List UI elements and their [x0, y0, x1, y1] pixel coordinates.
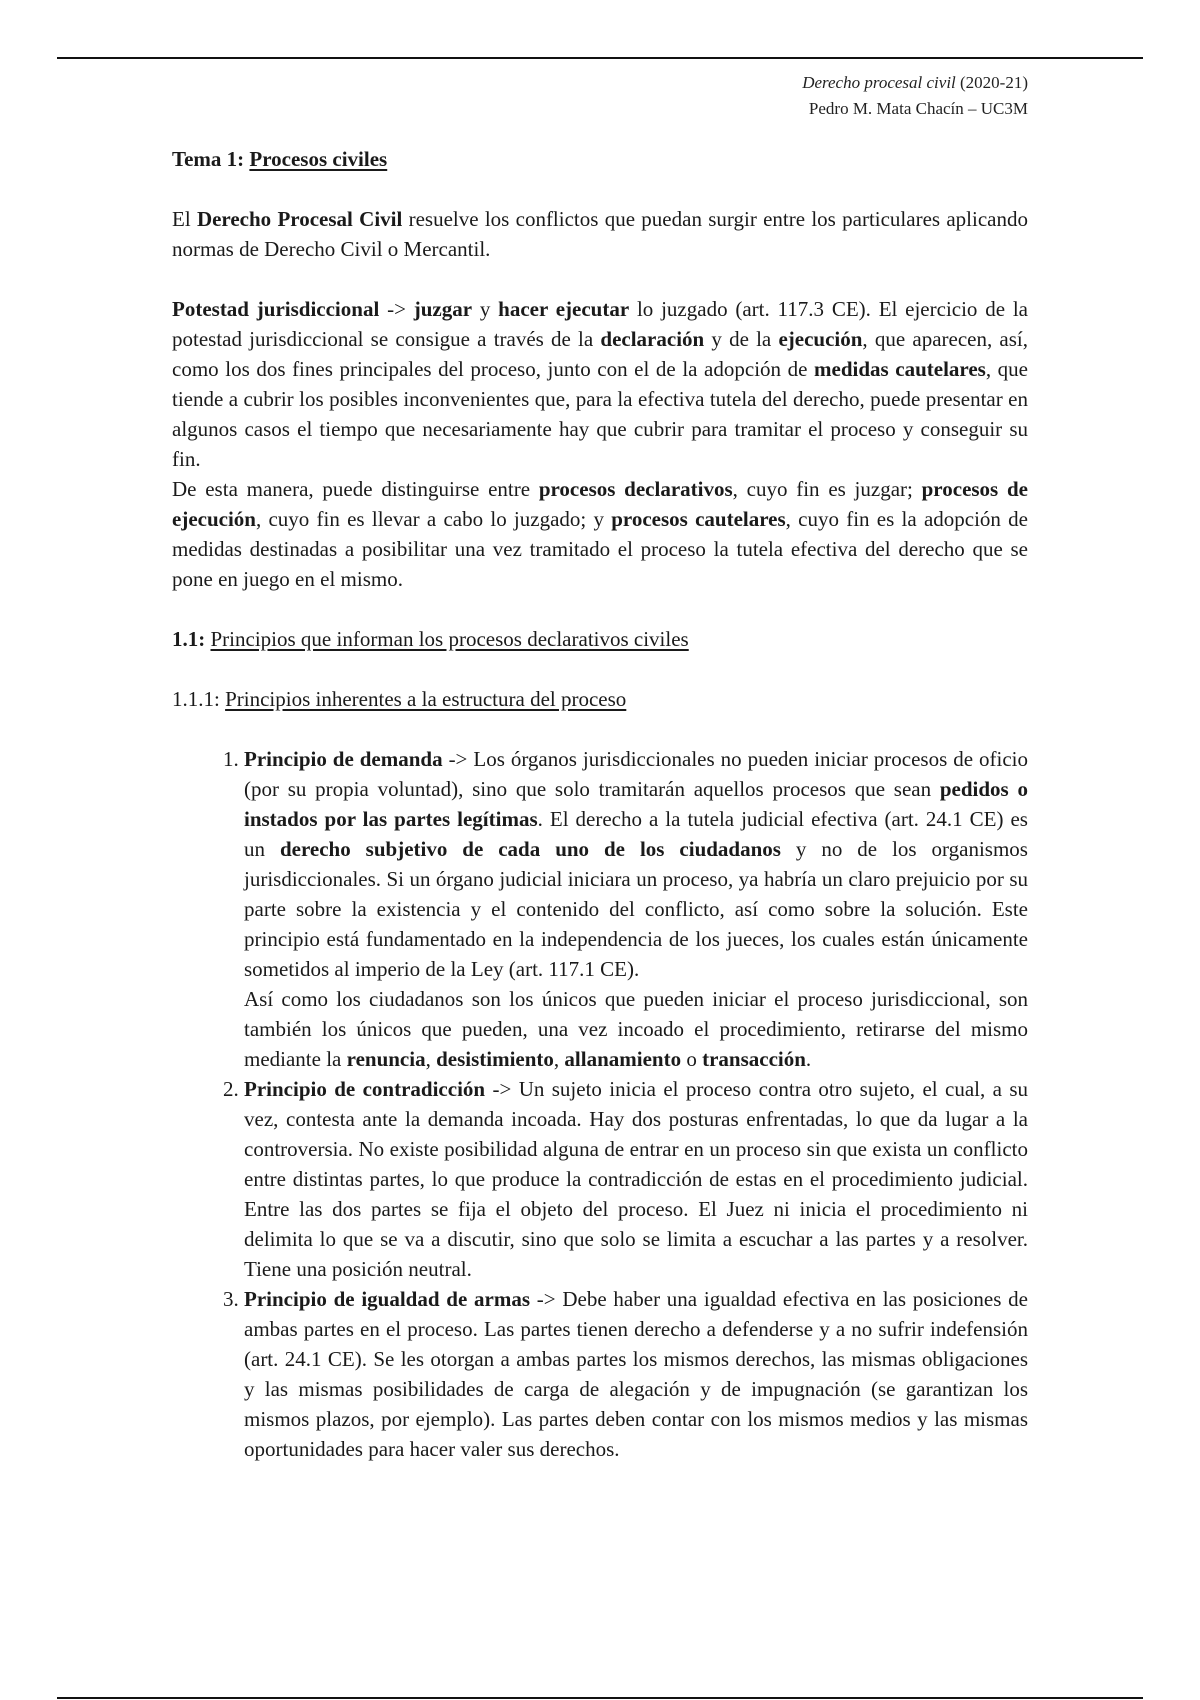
text: -> [379, 297, 414, 321]
bold-term: medidas cautelares [814, 357, 986, 381]
list-item [244, 1284, 1028, 1464]
bold-term: hacer ejecutar [498, 297, 630, 321]
bold-term: ejecución [778, 327, 863, 351]
bold-term: juzgar [413, 297, 473, 321]
header-course: Derecho procesal civil [802, 73, 956, 92]
text: , cuyo fin es juzgar; [732, 477, 922, 501]
bold-term: declaración [600, 327, 705, 351]
bold-term: pedidos o instados por las partes legítimas [244, 777, 1028, 831]
text: o [681, 1047, 703, 1071]
text: , que tiende a cubrir los posibles inconvenientes que, para la efectiva tutela del derecho, puede presentar en algunos casos el tiempo que necesariamente hay que cubrir para tramitar el proceso y conseguir su fin. [172, 357, 1028, 471]
bold-term: allanamiento [564, 1047, 682, 1071]
text: y [472, 297, 499, 321]
text: , [425, 1047, 437, 1071]
bold-term: Principio de demanda [244, 747, 443, 771]
bold-term: derecho subjetivo de cada uno de los ciudadanos [279, 837, 781, 861]
text: , cuyo fin es la adopción de medidas destinadas a posibilitar una vez tramitado el proceso la tutela efectiva del derecho que se pone en juego en el mismo. [172, 507, 1028, 591]
bold-term: procesos cautelares [611, 507, 786, 531]
paragraph-intro [172, 204, 1028, 264]
bold-term: procesos de ejecución [172, 477, 1028, 531]
text: lo juzgado (art. 117.3 CE). El ejercicio de la potestad jurisdiccional se consigue a través de la [172, 297, 1029, 351]
text: . [805, 1047, 812, 1071]
text: , cuyo fin es llevar a cabo lo juzgado; y [255, 507, 612, 531]
header-year: (2020-21) [960, 73, 1028, 92]
header-author: Pedro M. Mata Chacín – UC3M [808, 99, 1028, 118]
text: , que aparecen, así, como los dos fines principales del proceso, junto con el de la adopción de [172, 327, 1028, 381]
text: -> Los órganos jurisdiccionales no pueden iniciar procesos de oficio (por su propia voluntad), sino que solo tramitarán aquellos procesos que sean [244, 747, 1028, 801]
text: -> Debe haber una igualdad efectiva en las posiciones de ambas partes en el proceso. Las partes tienen derecho a defenderse y a no sufrir indefensión (art. 24.1 CE). Se les otorgan a ambas partes los mismos derechos, las mismas obligaciones y las mismas posibilidades de carga de alegación y de impugnación (se garantizan los mismos plazos, por ejemplo). Las partes deben contar con los mismos medios y las mismas oportunidades para hacer valer sus derechos. [244, 1287, 1028, 1461]
text: De esta manera, puede distinguirse entre [172, 477, 539, 501]
text: y no de los organismos jurisdiccionales. Si un órgano judicial iniciara un proceso, ya habría un claro prejuicio por su parte sobre la existencia y el contenido del conflicto, así como sobre la solución. Este principio está fundamentado en la independencia de los jueces, los cuales están únicamente sometidos al imperio de la Ley (art. 117.1 CE). [244, 837, 1028, 981]
bold-term: desistimiento [436, 1047, 554, 1071]
page-title [172, 144, 1028, 174]
subsection-title: Principios inherentes a la estructura del proceso [225, 687, 627, 711]
section-title: Principios que informan los procesos declarativos civiles [210, 627, 689, 651]
bold-term: Potestad jurisdiccional [172, 297, 380, 321]
page-header [172, 70, 1028, 122]
bold-term: Principio de igualdad de armas [244, 1287, 531, 1311]
text: resuelve los conflictos que puedan surgir entre los particulares aplicando normas de Derecho Civil o Mercantil. [172, 207, 1028, 261]
list-item [244, 1074, 1028, 1284]
section-number: 1.1: [172, 627, 206, 651]
text: . El derecho a la tutela judicial efectiva (art. 24.1 CE) es un [244, 807, 1028, 861]
list-item [244, 744, 1028, 1074]
page-content [172, 70, 1028, 1464]
subsection-heading [172, 684, 1028, 714]
text: Así como los ciudadanos son los únicos que pueden iniciar el proceso jurisdiccional, son también los únicos que pueden, una vez incoado el procedimiento, retirarse del mismo mediante la [244, 987, 1028, 1071]
footer-rule [57, 1697, 1143, 1699]
text: , [553, 1047, 565, 1071]
bold-term: procesos declarativos [538, 477, 733, 501]
header-course-line [172, 70, 1028, 96]
header-rule [57, 57, 1143, 59]
bold-term: renuncia [346, 1047, 426, 1071]
paragraph-potestad [172, 294, 1028, 474]
title-prefix: Tema 1: [172, 147, 245, 171]
text: -> Un sujeto inicia el proceso contra otro sujeto, el cual, a su vez, contesta ante la demanda incoada. Hay dos posturas enfrentadas, lo que da lugar a la controversia. No existe posibilidad alguna de entrar en un proceso sin que exista un conflicto entre distintas partes, lo que produce la contradicción de estas en el procedimiento judicial. Entre las dos partes se fija el objeto del proceso. El Juez ni inicia el procedimiento ni delimita lo que se va a discutir, sino que solo se limita a escuchar a las partes y a resolver. Tiene una posición neutral. [244, 1077, 1028, 1281]
bold-term: Derecho Procesal Civil [196, 207, 403, 231]
text: y de la [704, 327, 779, 351]
bold-term: Principio de contradicción [244, 1077, 486, 1101]
subsection-number: 1.1.1: [172, 687, 220, 711]
section-heading [172, 624, 1028, 654]
paragraph-distincion [172, 474, 1028, 594]
principles-list [172, 744, 1028, 1464]
text: El [172, 207, 197, 231]
title-text: Procesos civiles [249, 147, 388, 171]
bold-term: transacción [702, 1047, 806, 1071]
